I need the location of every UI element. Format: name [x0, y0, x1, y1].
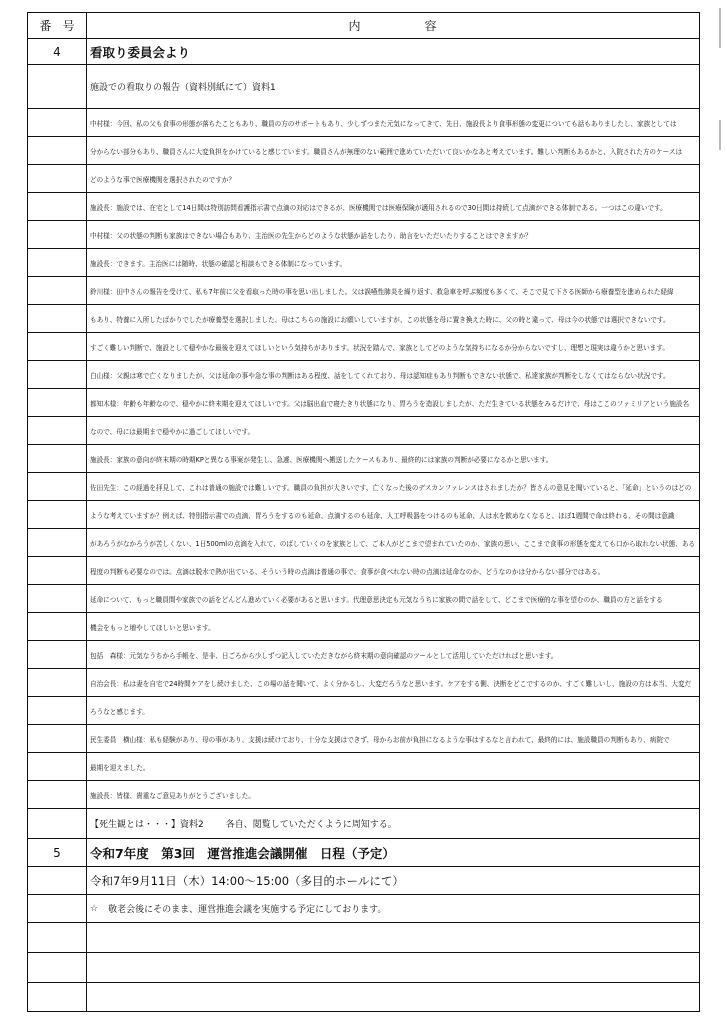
- header-content-char: 容: [424, 19, 437, 33]
- header-content-col: [86, 13, 699, 38]
- minutes-line: どのような事で医療機関を選択されたのですか？: [90, 175, 236, 184]
- table-row: [28, 389, 699, 417]
- star-icon: ☆: [90, 903, 99, 914]
- minutes-line: 施設長：できます。主治医には随時、状態の確認と相談もできる体制になっています。: [90, 259, 347, 268]
- minutes-line: 分からない部分もあり、職員さんに大変負担をかけていると感じています。職員さんが無理のない範囲で進めていただいて良いかなあと考えています。難しい判断もあるかと、入院された方のケースは: [90, 147, 683, 156]
- minutes-line: ろうなと感じます。: [90, 707, 149, 716]
- table-row: [28, 333, 699, 361]
- minutes-line: 延命について、もっと職員間や家族での話をどんどん進めていく必要があると思います。代理意思決定も元気なうちに家族の間で話をして、どこまで医療的な事を望むのか、職員の方と話をする: [90, 595, 663, 604]
- header-number-char: 番: [39, 19, 52, 33]
- minutes-line: すごく難しい判断で、施設として穏やかな最後を迎えてほしいという気持ちがあります。状況を踏んで、家族としてどのような気持ちになるか分からないですし、理想と現実は違うかと思います。: [90, 343, 669, 352]
- header-content-char: 内: [348, 19, 361, 33]
- note-line: [90, 895, 695, 922]
- minutes-line: 程度の判断も必要なのでは。点滴は脱水で熱が出ている、そういう時の点滴は普通の事で、食事が食べれない時の点滴は延命なのか、どうなのかは分からない部分ではある。: [90, 567, 605, 576]
- table-row: [28, 361, 699, 389]
- report-line: 施設での看取りの報告（資料別紙にて）資料1: [90, 83, 276, 93]
- table-row: [28, 501, 699, 529]
- table-row: [28, 781, 699, 809]
- minutes-line: 施設長：家族の意向が終末期の時期KPと異なる事案が発生し、急遽、医療機関へ搬送したケースもあり、最終的には家族の判断が必要になるかと思います。: [90, 455, 553, 464]
- reference-label: 【死生観とは・・・】資料2: [90, 820, 204, 830]
- table-row: [28, 165, 699, 193]
- table-row: [28, 417, 699, 445]
- minutes-line: 自治会長：私は妻を自宅で24時間ケアをし続けました、この場の話を聞いて、よく分かるし、大変だろうなと思います。ケアをする側、決断をどこでするのか、すごく難しいし、施設の方は本当、大変だ: [90, 679, 692, 688]
- table-row: [28, 473, 699, 501]
- item-number: 5: [53, 845, 61, 860]
- minutes-line: 包括 森様：元気なうちから手帳を、是非、日ごろから少しずつ記入していただきながら終末期の意向確認のツールとして活用していただければと思います。: [90, 651, 558, 660]
- minutes-line: なので、母には最期まで穏やかに過ごしてほしいです。: [90, 427, 255, 436]
- minutes-line: 都知木様：年齢も年齢なので、穏やかに終末期を迎えてほしいです。父は脳出血で寝たきり状態になり、胃ろうを造設しましたが、ただ生きている状態をみるだけで、母はここのファミリアという施設名: [90, 399, 690, 408]
- minutes-line: ような考えていますか？例えば、特別指示書での点滴、胃ろうをするのも延命、点滴するのも延命、人工呼吸器をつけるのも延命、人は水を飲めなくなると、ほぼ1週間で命は終わる、その間は意識: [90, 511, 675, 520]
- table-header: [28, 13, 699, 39]
- table-row: [28, 65, 699, 109]
- table-row: [28, 557, 699, 585]
- minutes-line: があろうがなかろうが苦しくない、1日500mlの点滴を入れて、のばしていくのを家族として、ご本人がどこまで望まれていたのか、家族の思い、ここまで食事の形態を変えても口から取れない状態、ある: [90, 539, 695, 548]
- table-row: [28, 641, 699, 669]
- table-row: [28, 725, 699, 753]
- table-row: [28, 193, 699, 221]
- table-row: [28, 867, 699, 895]
- table-row: [28, 895, 699, 923]
- minutes-table: [27, 12, 700, 1012]
- table-row: [28, 109, 699, 137]
- reference-note: 各自、閲覧していただくように周知する。: [225, 820, 397, 830]
- item-number: 4: [53, 44, 61, 59]
- minutes-line: 民生委員 横山様：私も経験があり、母の事があり、支援は続けており、十分な支援はできず、母からお前が負担になるような事はするなと言われて、最終的には、施設職員の判断もあり、病院で: [90, 735, 670, 744]
- minutes-line: 佐田先生：この経過を拝見して、これは普通の施設では難しいです。職員の負担が大きいです、亡くなった後のデスカンファレンスはされましたか？皆さんの意見を聞いていると、「延命」というのはどの: [90, 483, 692, 492]
- table-row: [28, 697, 699, 725]
- table-row: [28, 809, 699, 839]
- table-row: [28, 585, 699, 613]
- table-row: [28, 221, 699, 249]
- reference-line: [90, 809, 695, 838]
- minutes-line: 鈴川様：田中さんの報告を受けて、私も7年前に父を看取った時の事を思い出しました。父は誤嚥性肺炎を繰り返す、救急車を呼ぶ頻度も多くて、そこで見て下さる医師から療養型を進められた経緯: [90, 287, 674, 296]
- note-text: 敬老会後にそのまま、運営推進会議を実施する予定にしております。: [108, 905, 387, 915]
- empty-row: [28, 923, 699, 953]
- table-row: [28, 669, 699, 697]
- item-title: 令和7年度 第3回 運営推進会議開催 日程（予定）: [90, 845, 395, 861]
- header-number-col: [28, 13, 86, 38]
- item-row: [28, 839, 699, 867]
- minutes-line: 白山様：父親は寒で亡くなりましたが、父は延命の事や急な事の判断はある程度、話をしてくれており、母は認知症もあり判断もできない状態で、私達家族が判断をしなくてはならない状況です。: [90, 371, 670, 380]
- table-row: [28, 613, 699, 641]
- scan-mark: [719, 120, 721, 150]
- table-row: [28, 305, 699, 333]
- table-row: [28, 137, 699, 165]
- scan-mark: [719, 8, 721, 48]
- minutes-line: 中村様：今回、私の父も食事の形態が落ちたこともあり、職員の方のサポートもあり、少しずつまた元気になってきて、先日、施設長より食事形態の変更についても話もありましたし、家族としては: [90, 119, 677, 128]
- header-number-char: 号: [62, 19, 75, 33]
- table-row: [28, 249, 699, 277]
- schedule-line: 令和7年9月11日（木）14:00～15:00（多目的ホールにて）: [90, 873, 404, 888]
- empty-row: [28, 953, 699, 983]
- minutes-line: 施設長：皆様、貴重なご意見ありがとうございました。: [90, 791, 255, 800]
- table-row: [28, 445, 699, 473]
- table-row: [28, 277, 699, 305]
- minutes-line: 施設長：施設では、在宅として14日間は特別訪問看護指示書で点滴の対応はできるが、医療機関では医療保険が適用されるので30日間は持続して点滴ができる体制である。一つはこの違いです。: [90, 203, 667, 212]
- table-row: [28, 753, 699, 781]
- minutes-line: 最期を迎えました。: [90, 763, 150, 772]
- table-row: [28, 529, 699, 557]
- item-title: 看取り委員会より: [90, 44, 191, 60]
- item-row: [28, 39, 699, 65]
- empty-row: [28, 983, 699, 1010]
- minutes-line: もあり、特養に入所したばかりでしたが療養型を選択しました、母はこちらの施設にお願いしていますが、この状態を母に置き換えた時に、父の時と違って、母は今の状態では選択できないです。: [90, 315, 670, 324]
- minutes-line: 機会をもっと増やしてほしいと思います。: [90, 623, 215, 632]
- minutes-line: 中村様：父の状態の判断も家族はできない場合もあり、主治医の先生からどのような状態か話をしたり、助言をいただいたりすることはできますか？: [90, 231, 532, 240]
